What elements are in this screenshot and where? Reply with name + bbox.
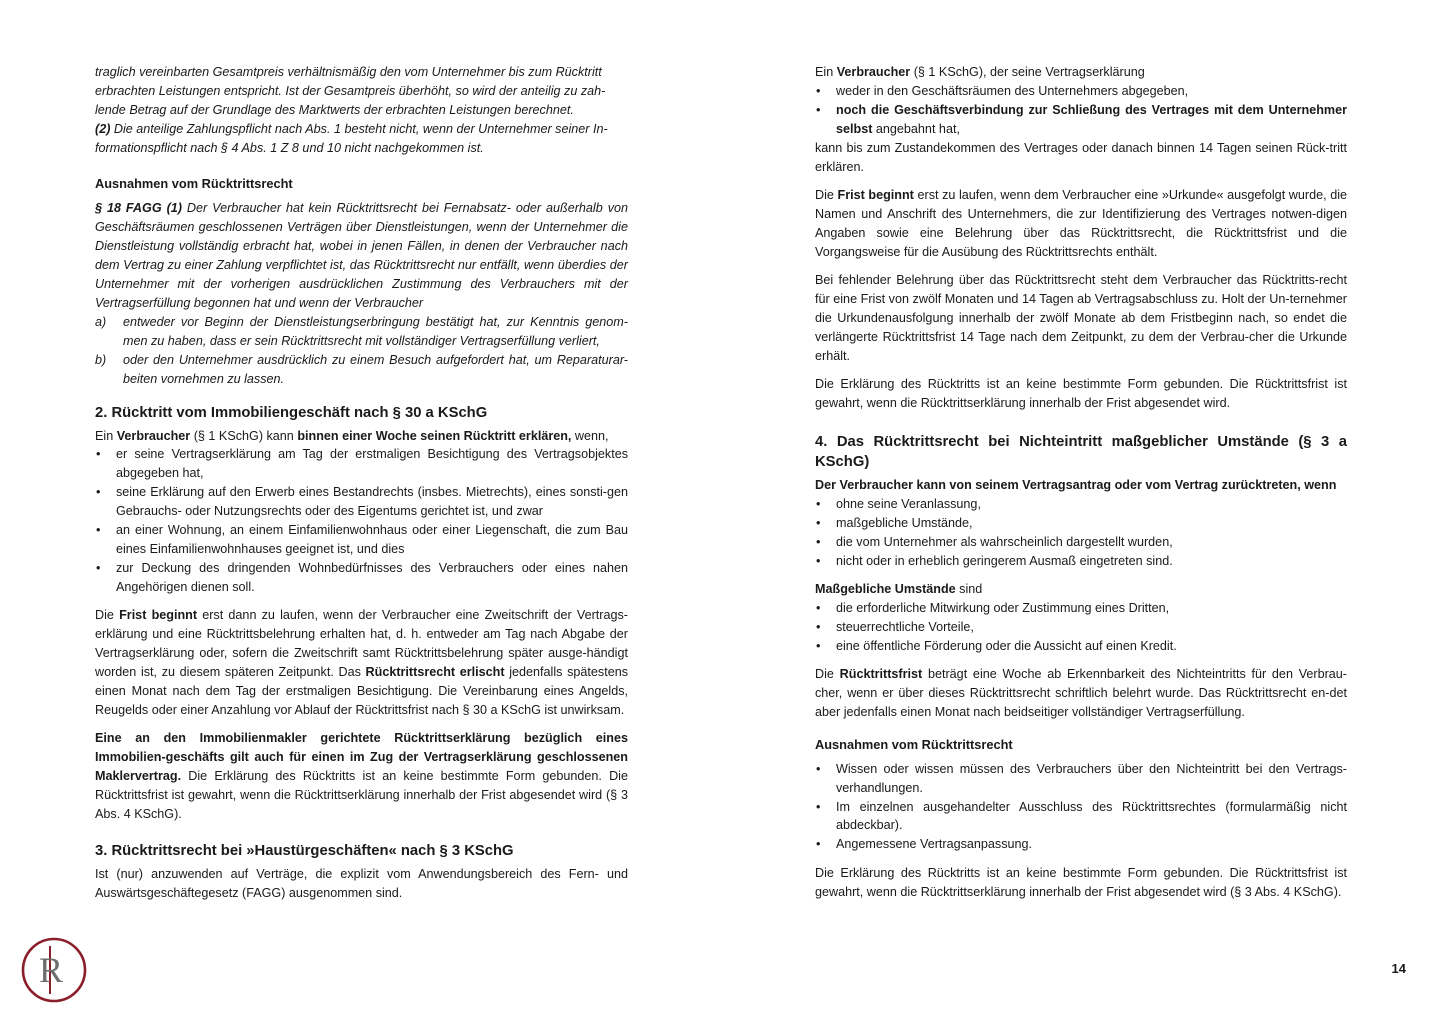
section-3-after: kann bis zum Zustandekommen des Vertrages oder danach binnen 14 Tagen seinen Rück-tritt erklären. (815, 140, 1347, 174)
list-item: • steuerrechtliche Vorteile, (815, 618, 1347, 637)
list-item: • maßgebliche Umstände, (815, 514, 1347, 533)
section-3-heading: 3. Rücktrittsrecht bei »Haustürgeschäften« nach § 3 KSchG (95, 842, 514, 859)
logo-letter: R (39, 950, 64, 990)
section-2-makler: Eine an den Immobilienmakler gerichtete Rücktrittserklärung bezüglich eines Immobilien-geschäfts gilt auch für einen im Zug der Vertragserklärung geschlossenen Maklervertrag. Die Erklärung des Rücktritts ist an keine bestimmte Form gebunden. Die Rücktrittsfrist ist gewahrt, wenn die Rücktrittserklärung innerhalb der Frist abgesendet wird (§ 3 Abs. 4 KSchG). (95, 731, 628, 821)
section-4-intro: Der Verbraucher kann von seinem Vertragsantrag oder vom Vertrag zurücktreten, wenn (815, 477, 1337, 492)
list-item: • noch die Geschäftsverbindung zur Schließung des Vertrages mit dem Unternehmer selbst angebahnt hat, (815, 101, 1347, 139)
fagg-list (95, 313, 628, 389)
section-2-intro: Ein Verbraucher (§ 1 KSchG) kann binnen einer Woche seinen Rücktritt erklären, wenn, (95, 428, 609, 443)
list-item: b) oder den Unternehmer ausdrücklich zu einem Besuch aufgefordert hat, um Reparaturar-beiten vornehmen zu lassen. (95, 352, 628, 386)
left-column (95, 63, 628, 902)
section-3-belehrung: Bei fehlender Belehrung über das Rücktrittsrecht steht dem Verbraucher das Rücktritts-recht für eine Frist von zwölf Monaten und 14 Tagen ab Vertragsabschluss zu. Holt der Un-ternehmer die Urkundenausfolgung innerhalb der zwölf Monate ab dem Fristbeginn nach, so endet die verlängerte Rücktrittsfrist 14 Tage nach dem Zeitpunkt, zu dem der Verbrau-cher die Urkunde erhält. (815, 273, 1347, 363)
section-3-form: Die Erklärung des Rücktritts ist an keine bestimmte Form gebunden. Die Rücktrittsfrist ist gewahrt, wenn die Rücktrittserklärung innerhalb der Frist abgesendet wird. (815, 377, 1347, 410)
list-item: • ohne seine Veranlassung, (815, 495, 1347, 514)
section-3-bullets (815, 82, 1347, 139)
list-item: • die erforderliche Mitwirkung oder Zustimmung eines Dritten, (815, 599, 1347, 618)
list-item: • weder in den Geschäftsräumen des Unternehmers abgegeben, (815, 82, 1347, 101)
section-4-mass: Maßgebliche Umstände sind (815, 581, 983, 596)
section-2-bullets (95, 445, 628, 596)
list-item: • Im einzelnen ausgehandelter Ausschluss des Rücktrittsrechtes (formularmäßig nicht abdeckbar). (815, 798, 1347, 836)
right-column (815, 63, 1347, 902)
section-4-heading: 4. Das Rücktrittsrecht bei Nichteintritt maßgeblicher Umstände (§ 3 a KSchG) (815, 433, 1347, 470)
section-4-form: Die Erklärung des Rücktritts ist an keine bestimmte Form gebunden. Die Rücktrittsfrist ist gewahrt, wenn die Rücktrittserklärung innerhalb der Frist abgesendet wird (§ 3 Abs. 4 KSchG). (815, 865, 1347, 899)
logo-r-icon (20, 936, 88, 1004)
list-item: • die vom Unternehmer als wahrscheinlich dargestellt wurden, (815, 533, 1347, 552)
list-item: • Wissen oder wissen müssen des Verbrauchers über den Nichteintritt bei den Vertrags-verhandlungen. (815, 760, 1347, 798)
page-number: 14 (1391, 961, 1406, 976)
section-4-frist: Die Rücktrittsfrist beträgt eine Woche ab Erkennbarkeit des Nichteintritts für den Verbrau-cher, wenn er über dieses Rücktrittsrecht schriftlich belehrt wurde. Das Rücktrittsrecht en-det aber jedenfalls einen Monat nach beidseitiger vollständiger Vertragserfüllung. (815, 667, 1347, 719)
section-4-ausnahmen-heading: Ausnahmen vom Rücktrittsrecht (815, 736, 1013, 752)
section-3-text: Ist (nur) anzuwenden auf Verträge, die explizit vom Anwendungsbereich des Fern- und Auswärtsgeschäftegesetz (FAGG) ausgenommen sind. (95, 866, 628, 900)
section-4-mass-bullets (815, 599, 1347, 656)
list-item: • Angemessene Vertragsanpassung. (815, 835, 1347, 854)
list-item: • an einer Wohnung, an einem Einfamilienwohnhaus oder einer Liegenschaft, die zum Bau eines Einfamilienwohnhauses geeignet ist, und dies (95, 521, 628, 559)
section-3-frist: Die Frist beginnt erst zu laufen, wenn dem Verbraucher eine »Urkunde« ausgefolgt wurde, die Namen und Anschrift des Unternehmers, die zur Identifizierung des Vertrages notwen-digen Angaben sowie eine Belehrung über das Rücktrittsrecht, die Rücktrittsfrist und die Vorgangsweise für die Ausübung des Rücktrittsrechts enthält. (815, 187, 1348, 259)
intro-text: traglich vereinbarten Gesamtpreis verhältnismäßig den vom Unternehmer bis zum Rücktritt erbrachten Leistungen entspricht. Ist der Gesamtpreis überhöht, so wird der anteilig zu zah- lende Betrag auf der Grundlage des Marktwerts der erbrachten Leistungen berechnet. (2) Die anteilige Zahlungspflicht nach Abs. 1 besteht nicht, wenn der Unternehmer seiner In- formationspflicht nach § 4 Abs. 1 Z 8 und 10 nicht nachgekommen ist. (95, 65, 608, 155)
list-item: • er seine Vertragserklärung am Tag der erstmaligen Besichtigung des Vertragsobjektes abgegeben hat, (95, 445, 628, 483)
section-4-bullets (815, 495, 1347, 571)
ausnahmen-heading: Ausnahmen vom Rücktrittsrecht (95, 175, 293, 191)
list-item: a) entweder vor Beginn der Dienstleistungserbringung bestätigt hat, zur Kenntnis genom-men zu haben, dass er sein Rücktrittsrecht mit vollständiger Vertragserfüllung verliert, (95, 314, 628, 348)
list-item: • seine Erklärung auf den Erwerb eines Bestandrechts (insbes. Mietrechts), eines sonsti-gen Gebrauchs- oder Nutzungsrechts oder des Eigentums gerichtet ist, und zwar (95, 483, 628, 521)
list-item: • zur Deckung des dringenden Wohnbedürfnisses des Verbrauchers oder eines nahen Angehörigen dienen soll. (95, 559, 628, 597)
list-item: • nicht oder in erheblich geringerem Ausmaß eingetreten sind. (815, 552, 1347, 571)
section-4-ausnahmen-bullets (815, 760, 1347, 855)
fagg-paragraph: § 18 FAGG (1) Der Verbraucher hat kein Rücktrittsrecht bei Fernabsatz- oder außerhalb von Geschäftsräumen geschlossenen Verträgen über Dienstleistungen, wenn der Unternehmer die Dienstleistung vollständig erbracht hat, wobei in jenen Fällen, in denen der Verbraucher nach dem Vertrag zu einer Zahlung verpflichtet ist, das Rücktrittsrecht nur entfällt, wenn überdies der Unternehmer mit der vorherigen ausdrücklichen Zustimmung des Verbrauchers mit der Vertragserfüllung begonnen hat und wenn der Verbraucher (95, 201, 628, 310)
section-2-frist: Die Frist beginnt erst dann zu laufen, wenn der Verbraucher eine Zweitschrift der Vertrags-erklärung und eine Rücktrittsbelehrung erhalten hat, d. h. entweder am Tag nach Abgabe der Vertragserklärung oder, sofern die Zweitschrift samt Rücktrittsbelehrung später ausge-händigt worden ist, zu diesem späteren Zeitpunkt. Das Rücktrittsrecht erlischt jedenfalls spätestens einen Monat nach dem Tag der erstmaligen Besichtigung. Die Vereinbarung eines Angelds, Reugelds oder einer Anzahlung vor Ablauf der Rücktrittsfrist nach § 30 a KSchG ist unwirksam. (95, 608, 628, 717)
section-3-intro: Ein Verbraucher (§ 1 KSchG), der seine Vertragserklärung (815, 65, 1145, 79)
list-item: • eine öffentliche Förderung oder die Aussicht auf einen Kredit. (815, 637, 1347, 656)
section-2-heading: 2. Rücktritt vom Immobiliengeschäft nach § 30 a KSchG (95, 404, 488, 421)
